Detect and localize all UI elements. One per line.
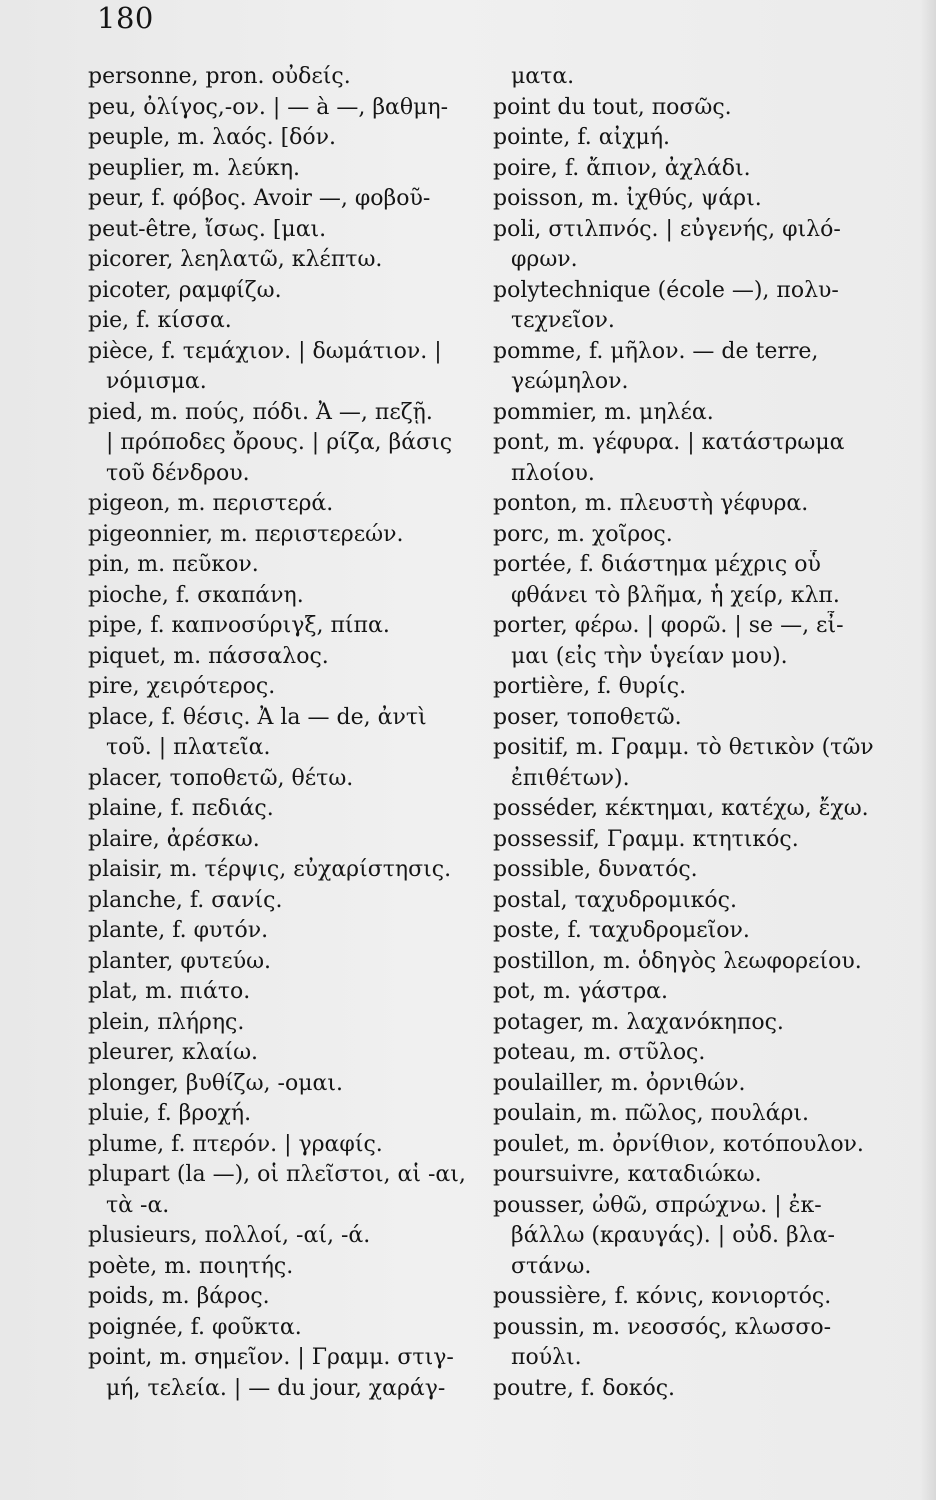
entry-line: poutre, f. δοκός. xyxy=(493,1375,676,1401)
entry-line: ponton, m. πλευστὴ γέφυρα. xyxy=(493,491,809,516)
entry-continuation: στάνω. xyxy=(511,1253,592,1279)
entry-line: pie, f. κίσσα. xyxy=(88,308,232,333)
entry-line: poste, f. ταχυδρομεῖον. xyxy=(493,918,750,943)
page-edge-shadow xyxy=(920,0,936,1500)
entry-line: pleurer, κλαίω. xyxy=(88,1040,259,1065)
entry-line: porc, m. χοῖρος. xyxy=(493,521,673,547)
entry-line: peuple, m. λαός. [δόν. xyxy=(88,125,337,150)
entry-continuation: ματα. xyxy=(511,64,575,89)
right-entry-column xyxy=(493,62,903,1404)
entry-line: poursuivre, καταδιώκω. xyxy=(493,1162,762,1187)
entry-line: pointe, f. αἰχμή. xyxy=(493,125,671,150)
entry-continuation: πλοίου. xyxy=(511,460,595,486)
entry-line: place, f. θέσις. Ἀ la — de, ἀντὶ xyxy=(88,704,427,730)
entry-line: picoter, ραμφίζω. xyxy=(88,277,282,303)
entry-line: pigeonnier, m. περιστερεών. xyxy=(88,521,404,547)
entry-line: point du tout, ποσῶς. xyxy=(493,94,732,120)
entry-continuation: τεχνεῖον. xyxy=(511,308,615,333)
entry-line: point, m. σημεῖον. | Γραμμ. στιγ- xyxy=(88,1345,454,1370)
entry-continuation: γεώμηλον. xyxy=(511,369,629,394)
entry-line: plein, πλήρης. xyxy=(88,1009,245,1035)
entry-line: postillon, m. ὁδηγὸς λεωφορείου. xyxy=(493,948,862,974)
entry-line: posséder, κέκτημαι, κατέχω, ἔχω. xyxy=(493,796,869,821)
entry-line: pin, m. πεῦκον. xyxy=(88,552,259,577)
entry-line: plante, f. φυτόν. xyxy=(88,918,269,943)
entry-line: plaire, ἀρέσκω. xyxy=(88,826,260,852)
page-number: 180 xyxy=(97,1,154,35)
entry-line: peuplier, m. λεύκη. xyxy=(88,155,301,181)
entry-continuation: τὰ -α. xyxy=(106,1192,170,1218)
left-entry-column xyxy=(88,62,493,1404)
entry-line: pluie, f. βροχή. xyxy=(88,1101,252,1126)
entry-line: poli, στιλπνός. | εὐγενής, φιλό- xyxy=(493,216,841,242)
entry-line: planche, f. σανίς. xyxy=(88,887,283,913)
entry-line: peu, ὀλίγος,-ον. | — à —, βαθμη- xyxy=(88,94,449,120)
entry-line: placer, τοποθετῶ, θέτω. xyxy=(88,765,354,791)
entry-line: pousser, ὠθῶ, σπρώχνω. | ἐκ- xyxy=(493,1192,822,1218)
entry-line: potager, m. λαχανόκηπος. xyxy=(493,1009,784,1035)
entry-line: plaisir, m. τέρψις, εὐχαρίστησις. xyxy=(88,857,452,882)
entry-line: picorer, λεηλατῶ, κλέπτω. xyxy=(88,247,383,272)
entry-line: personne, pron. οὐδείς. xyxy=(88,64,351,89)
entry-line: plonger, βυθίζω, -ομαι. xyxy=(88,1070,343,1096)
entry-line: poids, m. βάρος. xyxy=(88,1284,270,1309)
entry-line: pioche, f. σκαπάνη. xyxy=(88,582,304,608)
entry-line: pomme, f. μῆλον. — de terre, xyxy=(493,338,819,364)
entry-line: poulet, m. ὀρνίθιον, κοτόπουλον. xyxy=(493,1131,864,1157)
entry-line: poteau, m. στῦλος. xyxy=(493,1040,706,1065)
entry-continuation: ἐπιθέτων). xyxy=(511,765,630,791)
entry-line: pommier, m. μηλέα. xyxy=(493,399,714,425)
entry-line: planter, φυτεύω. xyxy=(88,948,272,974)
entry-line: pot, m. γάστρα. xyxy=(493,979,668,1004)
entry-line: plat, m. πιάτο. xyxy=(88,979,251,1004)
entry-line: peur, f. φόβος. Avoir —, φοβοῦ- xyxy=(88,186,431,211)
entry-line: poire, f. ἄπιον, ἀχλάδι. xyxy=(493,155,751,181)
entry-continuation: βάλλω (κραυγάς). | οὐδ. βλα- xyxy=(511,1223,835,1248)
entry-line: poser, τοποθετῶ. xyxy=(493,704,682,730)
entry-continuation: μαι (εἰς τὴν ὑγείαν μου). xyxy=(511,643,788,669)
entry-line: plusieurs, πολλοί, -αί, -ά. xyxy=(88,1223,371,1248)
entry-line: pied, m. πούς, πόδι. Ἀ —, πεζῇ. xyxy=(88,399,433,425)
entry-line: poulain, m. πῶλος, πουλάρι. xyxy=(493,1101,810,1126)
entry-continuation: τοῦ δένδρου. xyxy=(106,460,250,486)
entry-continuation: | πρόποδες ὄρους. | ρίζα, βάσις xyxy=(106,430,453,455)
entry-line: possible, δυνατός. xyxy=(493,857,698,882)
entry-line: porter, φέρω. | φορῶ. | se —, εἶ- xyxy=(493,613,844,638)
entry-continuation: φθάνει τὸ βλῆμα, ἡ χείρ, κλπ. xyxy=(511,582,840,608)
entry-line: pipe, f. καπνοσύριγξ, πίπα. xyxy=(88,613,390,638)
entry-line: plupart (la —), οἱ πλεῖστοι, αἱ -αι, xyxy=(88,1162,466,1187)
entry-line: pont, m. γέφυρα. | κατάστρωμα xyxy=(493,430,845,455)
entry-line: possessif, Γραμμ. κτητικός. xyxy=(493,826,799,852)
entry-line: poulailler, m. ὀρνιθών. xyxy=(493,1070,746,1096)
entry-line: piquet, m. πάσσαλος. xyxy=(88,643,329,669)
entry-line: postal, ταχυδρομικός. xyxy=(493,887,737,913)
entry-line: poussin, m. νεοσσός, κλωσσο- xyxy=(493,1314,832,1340)
entry-line: poisson, m. ἰχθύς, ψάρι. xyxy=(493,186,762,211)
entry-line: plaine, f. πεδιάς. xyxy=(88,796,274,821)
entry-line: portière, f. θυρίς. xyxy=(493,674,687,699)
entry-line: pigeon, m. περιστερά. xyxy=(88,491,334,516)
entry-continuation: πούλι. xyxy=(511,1345,582,1370)
entry-line: poussière, f. κόνις, κονιορτός. xyxy=(493,1284,832,1309)
entry-continuation: φρων. xyxy=(511,247,578,272)
entry-continuation: μή, τελεία. | — du jour, χαράγ- xyxy=(106,1375,446,1401)
entry-continuation: νόμισμα. xyxy=(106,369,207,394)
entry-line: portée, f. διάστημα μέχρις οὗ xyxy=(493,552,821,577)
entry-line: plume, f. πτερόν. | γραφίς. xyxy=(88,1131,383,1157)
entry-line: pire, χειρότερος. xyxy=(88,674,276,699)
entry-line: poète, m. ποιητής. xyxy=(88,1253,294,1279)
entry-line: positif, m. Γραμμ. τὸ θετικὸν (τῶν xyxy=(493,735,874,760)
entry-line: polytechnique (école —), πολυ- xyxy=(493,277,839,303)
entry-line: poignée, f. φοῦκτα. xyxy=(88,1314,302,1340)
entry-line: peut-être, ἴσως. [μαι. xyxy=(88,216,327,242)
entry-line: pièce, f. τεμάχιον. | δωμάτιον. | xyxy=(88,338,442,364)
entry-continuation: τοῦ. | πλατεῖα. xyxy=(106,735,271,760)
